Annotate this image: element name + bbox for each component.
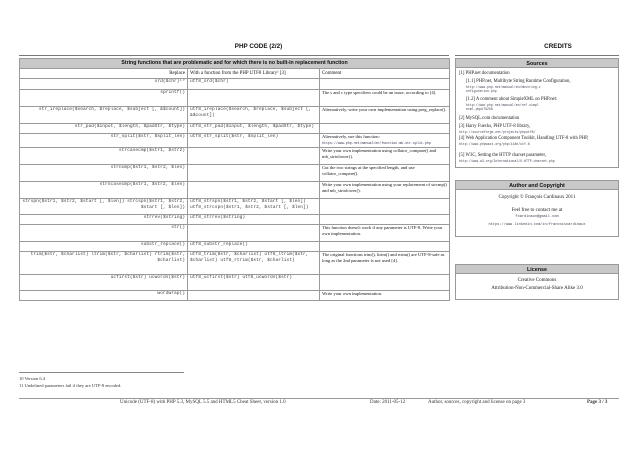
source-item (466, 79, 616, 93)
cell-with (188, 165, 320, 182)
cell-with: utf8_ireplace($search, $replace, $subject [, &$count]) (188, 107, 320, 124)
cell-comment (320, 215, 450, 225)
cell-comment: Cut the two strings at the specified length, and use collator_compare(). (320, 165, 450, 182)
license-terms: Attribution-Non-Commercial-Share Alike 3.0 (491, 286, 583, 291)
source-item (459, 124, 615, 134)
footnote: 11 Undefined parameters fail if they are UTF-8 encoded. (19, 383, 122, 388)
email-link[interactable]: fcardinaux@gmail.com (515, 215, 559, 219)
profile-link[interactable]: https://www.linkedin.com/in/francoiscardinaux (488, 223, 586, 227)
footer-date: Date: 2011-05-12 (370, 400, 406, 405)
source-link[interactable]: exml.php#79258 (466, 106, 493, 111)
footnote: 10 Version 6.4 (19, 376, 46, 381)
source-link[interactable]: http://sourceforge.net/projects/phputf8/ (459, 129, 536, 134)
credits-title: CREDITS (544, 43, 572, 50)
source-text: [2] MySQL.com documentation (459, 116, 520, 121)
cell-replace: strcasecmp($str1, $str2) (20, 148, 188, 165)
cell-replace: trim($str, $charlist) ltrim($str, $charlist) rtrim($str, $charlist) (20, 252, 188, 275)
comment-text: Alternatively, use this function: (322, 134, 380, 139)
cell-with: utf8_ucfirst($str) utf8_ucwords($str) (188, 275, 320, 291)
title-rule (19, 55, 449, 56)
cell-replace: wordwrap() (20, 291, 188, 301)
string-functions-table (19, 58, 450, 301)
cell-replace: str() (20, 225, 188, 242)
cell-comment: Alternatively, write your own implementation using preg_replace(). (320, 107, 450, 124)
cell-comment (320, 242, 450, 252)
cell-comment (320, 275, 450, 291)
header-replace: Replace (20, 69, 188, 79)
contact-text: Feel free to contact me at (511, 208, 563, 213)
source-link[interactable]: http://www.php.net/manual/en/ref.simpl (466, 102, 539, 107)
cell-comment: Write your own implementation using collator_compare() and mb_strtolower(). (320, 148, 450, 165)
footer-rule (19, 398, 619, 399)
cell-with: utf8_strrev($string) (188, 215, 320, 225)
cell-replace: str_pad($input, $length, $padStr, $type) (20, 124, 188, 134)
cell-replace: str_split($str, $split_len) (20, 134, 188, 148)
cell-comment (320, 79, 450, 90)
sources-header: Sources (455, 58, 619, 68)
cell-with (188, 90, 320, 107)
source-link[interactable]: onfiguration.php (466, 88, 497, 93)
cell-replace: sprintf() (20, 90, 188, 107)
cell-replace: ord($chr)¹⁰ (20, 79, 188, 90)
source-text: [1.2] A comment about SimpleXML on PHP.net: (466, 97, 558, 102)
cell-with: utf8_trim($str, $charlist) utf8_ltrim($str, $charlist) utf8_rtrim($str, $charlist) (188, 252, 320, 275)
cell-comment: This function doesn't work if any parameter is UTF-8. Write your own implementation. (320, 225, 450, 242)
cell-replace: substr_replace() (20, 242, 188, 252)
footer-author-note: Author, sources, copyright and license on page 3 (428, 400, 526, 405)
cell-replace: ucfirst($str) ucwords($str) (20, 275, 188, 291)
cell-comment: Write your own implementation using your replacement of strcmp() and mb_strtolower(). (320, 182, 450, 199)
credits-rule (455, 55, 619, 56)
source-item (459, 71, 615, 77)
cell-comment (320, 124, 450, 134)
header-with: With a function from the PHP UTF8 Library¹ [3] (188, 69, 320, 79)
cell-comment (320, 199, 450, 215)
cell-with: utf8_strspn($str1, $str2, $start [, $len]) utf8_strcspn($str1, $str2, $start [, $len]) (188, 199, 320, 215)
cell-with: utf8_substr_replace() (188, 242, 320, 252)
cell-comment: The original functions trim(), ltrim() and rtrim() are UTF-8-safe as long as the 2nd parameter is not used [4]. (320, 252, 450, 275)
header-comment: Comment (320, 69, 450, 79)
source-text: [5] W3C, Setting the HTTP charset parameter, (459, 153, 547, 158)
cell-with (188, 291, 320, 301)
source-text: [1] PHP.net documentation (459, 71, 510, 76)
cell-replace: str_ireplace($search, $replace, $subject [, &$count]) (20, 107, 188, 124)
license-name: Creative Commons (517, 278, 557, 283)
source-text: [3] Harry Fuecks, PHP UTF-8 library, (459, 124, 531, 129)
cell-comment (320, 134, 450, 148)
source-item (459, 136, 615, 146)
cell-comment: The s and c type specifiers could be an issue, according to [4]. (320, 90, 450, 107)
copyright-text: Copyright © François Cardinaux 2011 (498, 195, 576, 200)
source-link[interactable]: http://www.php.net/manual/en/mbstring.c (466, 84, 541, 89)
footer-doc-title: Unicode (UTF-8) with PHP 5.3, MySQL 5.5 and HTML5 Cheat Sheet, version 1.0 (120, 400, 286, 405)
cell-with: utf8_str_split($str, $split_len) (188, 134, 320, 148)
footnote-rule (19, 372, 184, 373)
cell-with (188, 225, 320, 242)
source-item (466, 97, 616, 111)
source-text: [4] Web Application Component Toolkit, Handling UTF-8 with PHP, (459, 136, 589, 141)
source-text: [1.1] PHP.net, Multibyte String Runtime Configuration, (466, 79, 571, 84)
author-header: Author and Copyright (455, 180, 619, 190)
cell-with (188, 182, 320, 199)
cell-replace: strncmp($str1, $str2, $len) (20, 165, 188, 182)
page-title: PHP CODE (2/2) (234, 43, 283, 50)
source-link[interactable]: http://www.phpwact.org/php/i18n/utf-8 (459, 141, 530, 146)
source-item (459, 153, 615, 163)
cell-with (188, 148, 320, 165)
cell-with: utf8_str_pad($input, $length, $padStr, $type) (188, 124, 320, 134)
cell-replace: strspn($str1, $str2, $start [, $len]) strcspn($str1, $str2, $start [, $len]) (20, 199, 188, 215)
cell-with: utf8_ord($chr) (188, 79, 320, 90)
source-item (459, 116, 615, 122)
table-caption: String functions that are problematic and for which there is no built-in replacement function (20, 59, 450, 69)
comment-link[interactable]: https://www.php.net/manual/en/function.mb-str-split.php (322, 140, 431, 145)
cell-replace: strrev($string) (20, 215, 188, 225)
cell-replace: strncasecmp($str1, $str2, $len) (20, 182, 188, 199)
source-link[interactable]: http://www.w3.org/International/O-HTTP-charset.php (459, 158, 555, 163)
license-header: License (455, 264, 619, 274)
footer-page-number: Page 3 / 3 (587, 400, 608, 405)
cell-comment: Write your own implementation. (320, 291, 450, 301)
